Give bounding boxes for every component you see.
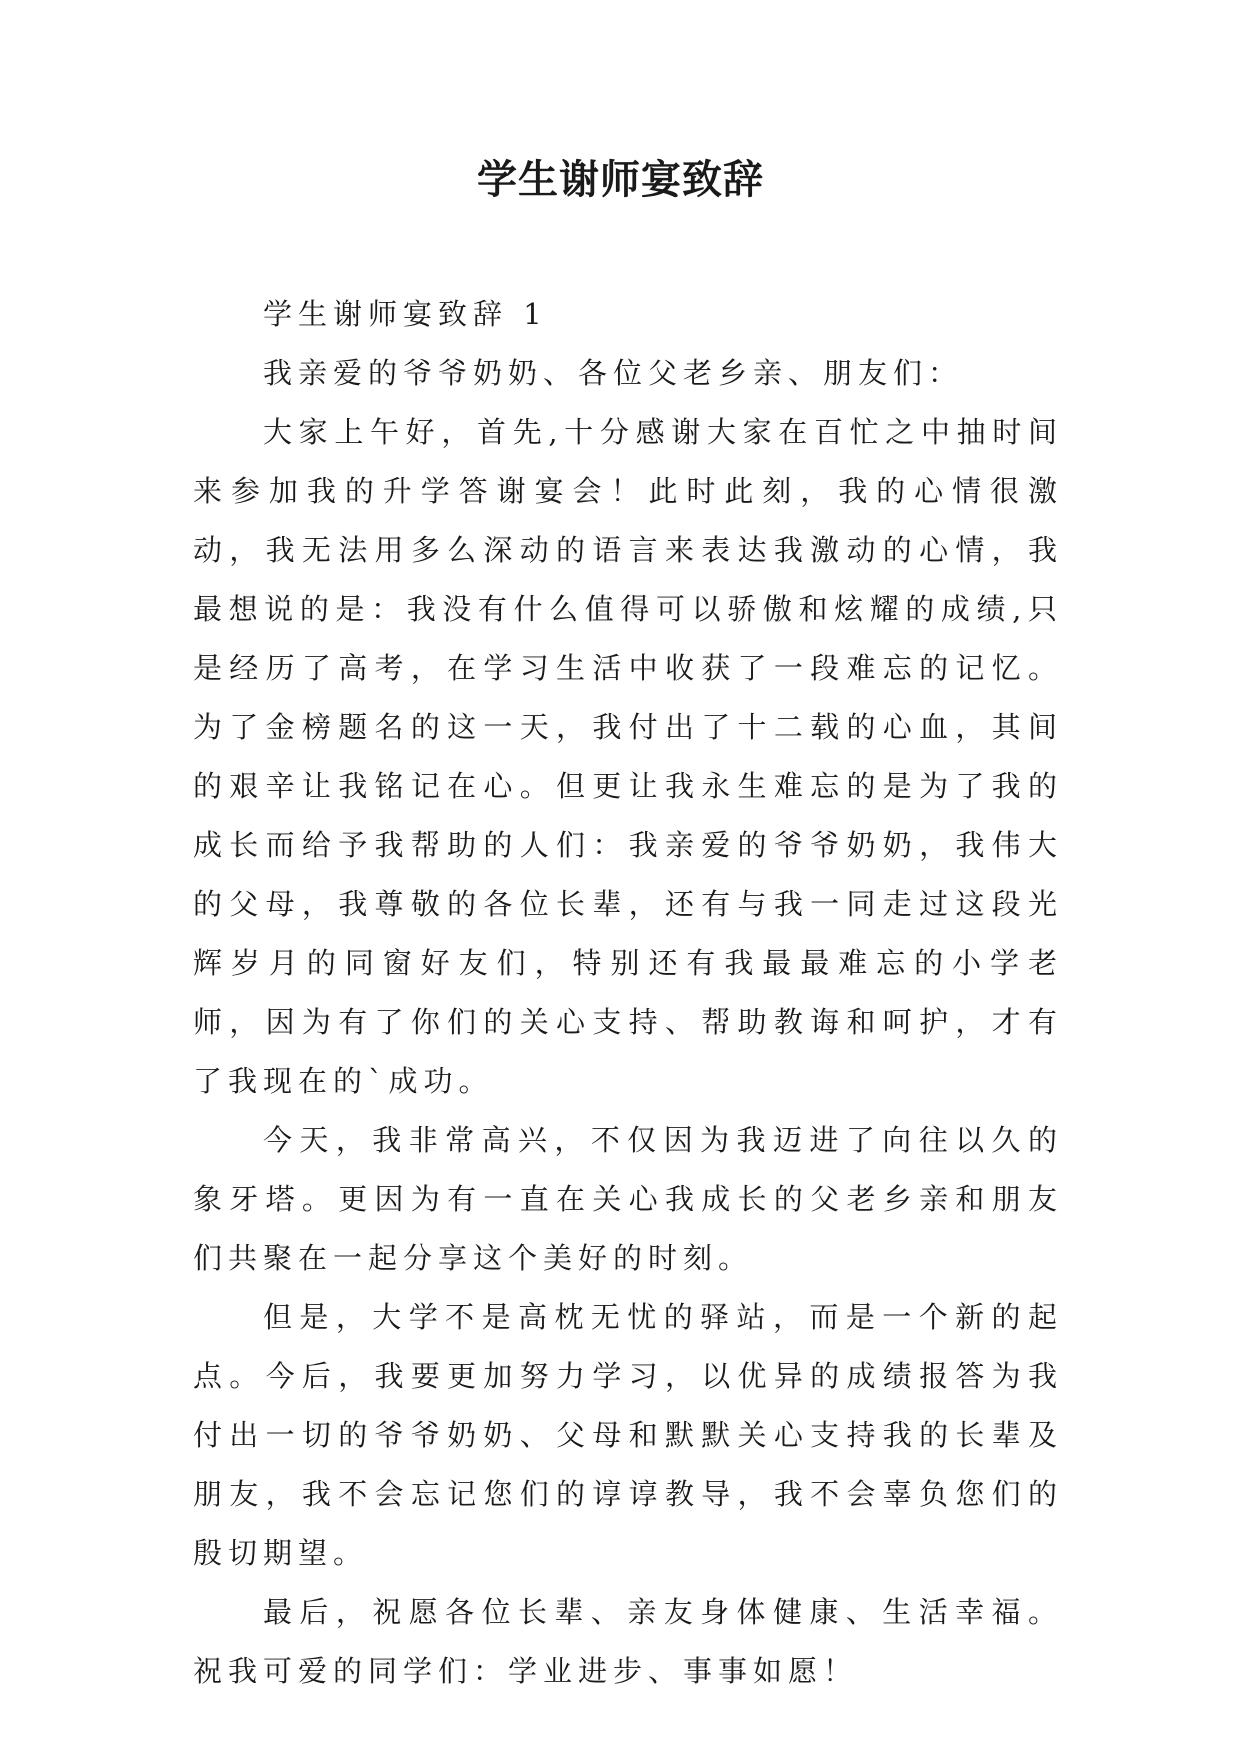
document-title: 学生谢师宴致辞 [477, 157, 764, 203]
section-heading: 学生谢师宴致辞 1 [263, 297, 548, 331]
paragraph-closing-wishes: 最后，祝愿各位长辈、亲友身体健康、生活幸福。祝我可爱的同学们：学业进步、事事如愿！ [193, 1595, 1063, 1688]
paragraph-today: 今天，我非常高兴，不仅因为我迈进了向往以久的象牙塔。更因为有一直在关心我成长的父老乡亲和朋友们共聚在一起分享这个美好的时刻。 [193, 1123, 1063, 1275]
paragraph-new-start: 但是，大学不是高枕无忧的驿站，而是一个新的起点。今后，我要更加努力学习，以优异的成绩报答为我付出一切的爷爷奶奶、父母和默默关心支持我的长辈及朋友，我不会忘记您们的谆谆教导，我不会辜负您们的殷切期望。 [193, 1300, 1063, 1570]
document-body [193, 285, 1063, 1701]
paragraph-salutation: 我亲爱的爷爷奶奶、各位父老乡亲、朋友们： [263, 356, 964, 390]
paragraph-gratitude: 大家上午好，首先,十分感谢大家在百忙之中抽时间来参加我的升学答谢宴会！此时此刻，我的心情很激动，我无法用多么深动的语言来表达我激动的心情，我最想说的是：我没有什么值得可以骄傲和炫耀的成绩,只是经历了高考，在学习生活中收获了一段难忘的记忆。为了金榜题名的这一天，我付出了十二载的心血，其间的艰辛让我铭记在心。但更让我永生难忘的是为了我的成长而给予我帮助的人们：我亲爱的爷爷奶奶，我伟大的父母，我尊敬的各位长辈，还有与我一同走过这段光辉岁月的同窗好友们，特别还有我最最难忘的小学老师，因为有了你们的关心支持、帮助教诲和呵护，才有了我现在的`成功。 [193, 415, 1063, 1098]
